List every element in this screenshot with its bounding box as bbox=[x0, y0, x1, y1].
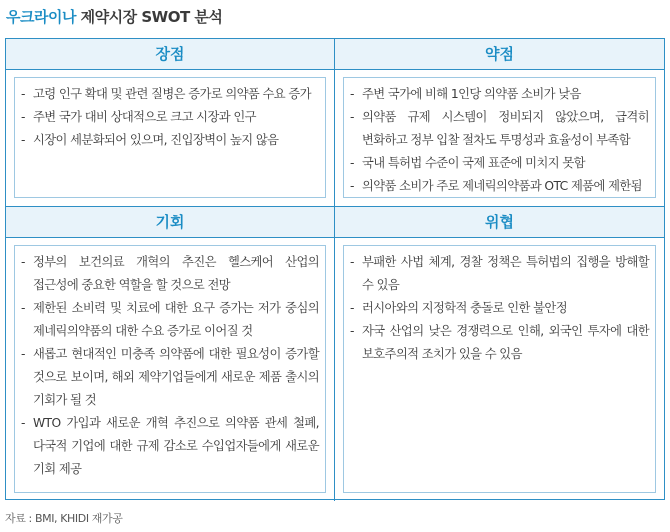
list-item: - 고령 인구 확대 및 관련 질병은 증가로 의약품 수요 증가 bbox=[21, 83, 319, 106]
page-title bbox=[6, 6, 222, 27]
list-item: - 국내 특허법 수준이 국제 표준에 미치지 못함 bbox=[350, 152, 649, 175]
list-item: - 의약품 소비가 주로 제네릭의약품과 OTC 제품에 제한됨 bbox=[350, 175, 649, 198]
list-item: - 주변 국가 대비 상대적으로 크고 시장과 인구 bbox=[21, 106, 319, 129]
swot-table bbox=[5, 38, 665, 500]
opportunities-box bbox=[14, 245, 326, 493]
strengths-list bbox=[21, 83, 319, 152]
list-item: - 시장이 세분화되어 있으며, 진입장벽이 높지 않음 bbox=[21, 129, 319, 152]
list-item: - 의약품 규제 시스템이 정비되지 않았으며, 급격히 변화하고 정부 입찰 절차도 투명성과 효율성이 부족함 bbox=[350, 106, 649, 152]
opportunities-list bbox=[21, 251, 319, 481]
threats-cell bbox=[335, 207, 664, 501]
weaknesses-cell bbox=[335, 39, 664, 207]
threats-list bbox=[350, 251, 649, 366]
threats-heading: 위협 bbox=[335, 207, 664, 238]
list-item: - 자국 산업의 낮은 경쟁력으로 인해, 외국인 투자에 대한 보호주의적 조치가 있을 수 있음 bbox=[350, 320, 649, 366]
opportunities-heading: 기회 bbox=[6, 207, 334, 238]
source-note: 자료 : BMI, KHIDI 재가공 bbox=[5, 512, 123, 525]
weaknesses-list bbox=[350, 83, 649, 198]
list-item: - WTO 가입과 새로운 개혁 추진으로 의약품 관세 철폐, 다국적 기업에 대한 규제 감소로 수입업자들에게 새로운 기회 제공 bbox=[21, 412, 319, 481]
list-item: - 주변 국가에 비해 1인당 의약품 소비가 낮음 bbox=[350, 83, 649, 106]
list-item: - 제한된 소비력 및 치료에 대한 요구 증가는 저가 중심의 제네릭의약품의 대한 수요 증가로 이어질 것 bbox=[21, 297, 319, 343]
title-text: 제약시장 SWOT 분석 bbox=[75, 8, 223, 26]
strengths-box bbox=[14, 77, 326, 198]
threats-box bbox=[343, 245, 656, 493]
strengths-cell bbox=[6, 39, 335, 207]
strengths-heading: 장점 bbox=[6, 39, 334, 70]
list-item: - 정부의 보건의료 개혁의 추진은 헬스케어 산업의 접근성에 중요한 역할을 할 것으로 전망 bbox=[21, 251, 319, 297]
weaknesses-heading: 약점 bbox=[335, 39, 664, 70]
list-item: - 새롭고 현대적인 미충족 의약품에 대한 필요성이 증가할 것으로 보이며, 해외 제약기업들에게 새로운 제품 출시의 기회가 될 것 bbox=[21, 343, 319, 412]
weaknesses-box bbox=[343, 77, 656, 198]
title-country: 우크라이나 bbox=[6, 8, 76, 26]
opportunities-cell bbox=[6, 207, 335, 501]
list-item: - 부패한 사법 체계, 경찰 정책은 특허법의 집행을 방해할 수 있음 bbox=[350, 251, 649, 297]
list-item: - 러시아와의 지정학적 충돌로 인한 불안정 bbox=[350, 297, 649, 320]
